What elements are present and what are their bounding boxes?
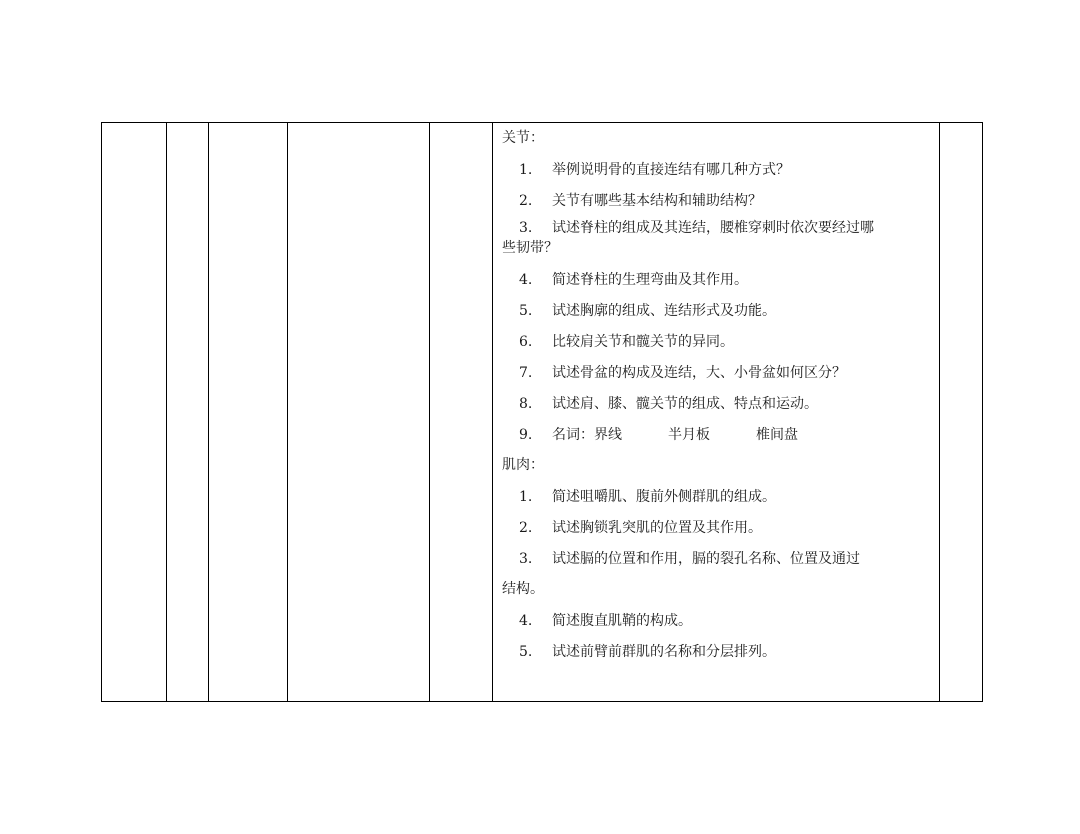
item-number: 4. [519,612,533,629]
list-item [502,264,939,295]
item-number: 6. [519,333,533,350]
list-item [502,185,939,216]
table-row [102,123,983,702]
item-text-continued: 些韧带？ [502,240,558,256]
list-item [502,481,939,512]
item-number: 3. [519,220,533,236]
item-number: 8. [519,395,533,412]
list-item [502,419,939,450]
table-cell-empty [167,123,209,702]
list-item [502,326,939,357]
table-cell-empty [430,123,493,702]
table-cell-empty [209,123,288,702]
item-number: 5. [519,643,533,660]
outline-table [101,122,983,702]
item-text: 简述脊柱的生理弯曲及其作用。 [552,271,748,288]
list-item [502,512,939,543]
item-text: 简述咀嚼肌、腹前外侧群肌的组成。 [552,488,776,505]
term-meniscus: 半月板 [668,426,710,443]
item-text: 简述腹直肌鞘的构成。 [552,612,692,629]
list-item [502,357,939,388]
item-text: 试述胸廓的组成、连结形式及功能。 [552,302,776,319]
term-boundary-line: 名词：界线 [552,426,622,443]
item-text: 试述胸锁乳突肌的位置及其作用。 [552,519,762,536]
item-number: 3. [519,550,533,567]
item-text [552,425,798,445]
item-text: 举例说明骨的直接连结有哪几种方式？ [552,161,790,178]
table-cell-content [493,123,940,702]
item-number: 2. [519,519,533,536]
item-number: 1. [519,488,533,505]
item-text: 试述脊柱的组成及其连结，腰椎穿刺时依次要经过哪 [552,220,874,236]
item-number: 5. [519,302,533,319]
section-title-muscles: 肌肉： [502,457,544,473]
table-cell-empty [288,123,430,702]
item-number: 4. [519,271,533,288]
item-text-continued: 结构。 [502,581,544,597]
list-item [502,636,939,667]
term-intervertebral-disc: 椎间盘 [756,426,798,443]
table-cell-empty [940,123,983,702]
review-questions [502,123,939,667]
item-number: 2. [519,192,533,209]
list-item [502,154,939,185]
item-text: 关节有哪些基本结构和辅助结构？ [552,192,762,209]
item-text: 试述前臂前群肌的名称和分层排列。 [552,643,776,660]
item-number: 9. [519,426,533,443]
list-item [502,295,939,326]
list-item [502,543,939,574]
item-text: 比较肩关节和髋关节的异同。 [552,333,734,350]
item-text: 试述膈的位置和作用，膈的裂孔名称、位置及通过 [552,550,860,567]
list-item [502,388,939,419]
list-item [502,605,939,636]
item-text: 试述骨盆的构成及连结，大、小骨盆如何区分？ [552,364,846,381]
item-text: 试述肩、膝、髋关节的组成、特点和运动。 [552,395,818,412]
item-number: 7. [519,364,533,381]
table-cell-empty [102,123,167,702]
section-title-joints: 关节： [502,130,544,146]
item-number: 1. [519,161,533,178]
list-item [502,216,939,258]
